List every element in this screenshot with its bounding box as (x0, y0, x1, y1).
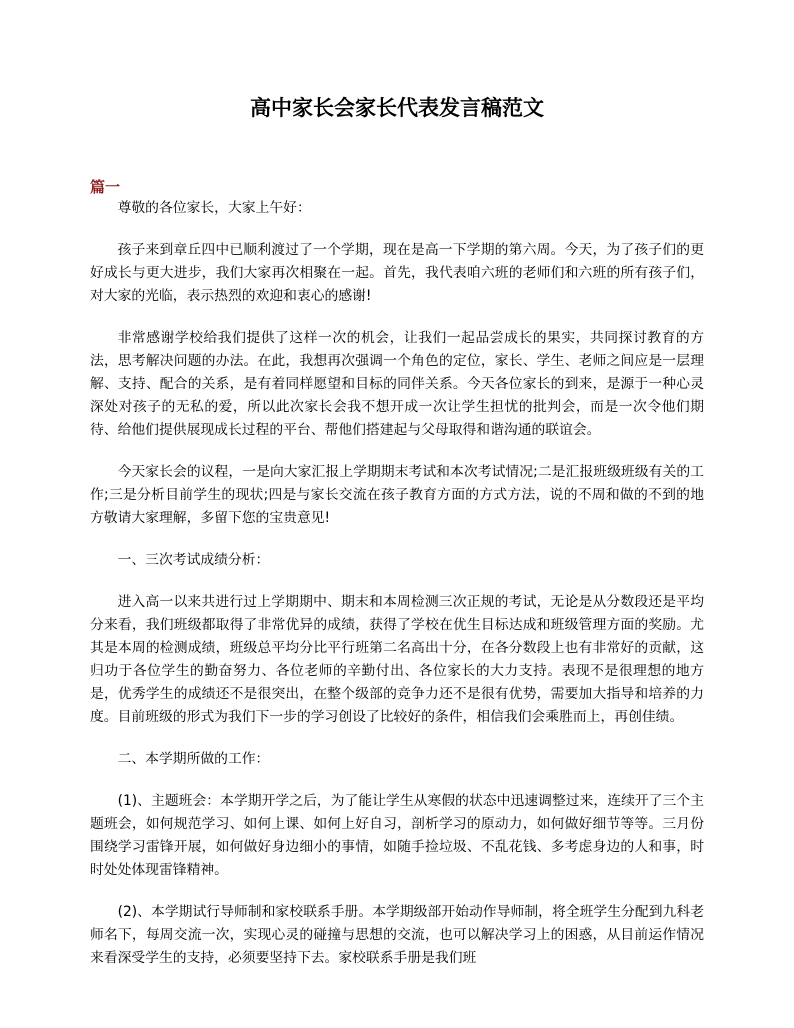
subheading: 一、三次考试成绩分析： (117, 552, 270, 568)
paragraph: (2)、本学期试行导师制和家校联系手册。本学期级部开始动作导师制，将全班学生分配到九科老师名下，每周交流一次，实现心灵的碰撞与思想的交流，也可以解决学习上的困惑，从目前运作情况来看深受学生的支持，必须要坚持下去。家校联系手册是我们班 (90, 904, 704, 966)
paragraph: 非常感谢学校给我们提供了这样一次的机会，让我们一起品尝成长的果实，共同探讨教育的方法，思考解决问题的办法。在此，我想再次强调一个角色的定位，家长、学生、老师之间应是一层理解、支持、配合的关系，是有着同样愿望和目标的同伴关系。今天各位家长的到来，是源于一种心灵深处对孩子的无私的爱，所以此次家长会我不想开成一次让学生担忧的批判会，而是一次令他们期待、给他们提供展现成长过程的平台、帮他们搭建起与父母取得和谐沟通的联谊会。 (90, 330, 704, 438)
paragraph: 孩子来到章丘四中已顺利渡过了一个学期，现在是高一下学期的第六周。今天，为了孩子们的更好成长与更大进步，我们大家再次相聚在一起。首先，我代表咱六班的老师们和六班的所有孩子们，对大家的光临，表示热烈的欢迎和衷心的感谢! (90, 242, 704, 304)
paragraph: (1)、主题班会：本学期开学之后，为了能让学生从寒假的状态中迅速调整过来，连续开了三个主题班会，如何规范学习、如何上课、如何上好自习，剖析学习的原动力，如何做好细节等等。三月份围绕学习雷锋开展，如何做好身边细小的事情，如随手捡垃圾、不乱花钱、多考虑身边的人和事，时时处处体现雷锋精神。 (90, 793, 704, 878)
subheading: 二、本学期所做的工作： (117, 751, 270, 767)
section-heading: 篇一 (90, 178, 121, 196)
paragraph: 进入高一以来共进行过上学期期中、期末和本周检测三次正规的考试，无论是从分数段还是平均分来看，我们班级都取得了非常优异的成绩，获得了学校在优生目标达成和班级管理方面的奖励。尤其是本周的检测成绩，班级总平均分比平行班第二名高出十分，在各分数段上也有非常好的贡献，这归功于各位学生的勤奋努力、各位老师的辛勤付出、各位家长的大力支持。表现不是很理想的地方是，优秀学生的成绩还不是很突出，在整个级部的竞争力还不是很有优势，需要加大指导和培养的力度。目前班级的形式为我们下一步的学习创设了比较好的条件，相信我们会乘胜而上，再创佳绩。 (90, 594, 704, 725)
paragraph-greeting: 尊敬的各位家长，大家上午好： (117, 200, 311, 216)
paragraph: 今天家长会的议程，一是向大家汇报上学期期末考试和本次考试情况;二是汇报班级班级有关的工作;三是分析目前学生的现状;四是与家长交流在孩子教育方面的方式方法，说的不周和做的不到的地方敬请大家理解，多留下您的宝贵意见! (90, 464, 704, 526)
document-title: 高中家长会家长代表发言稿范文 (250, 95, 544, 120)
document-body (90, 197, 704, 989)
